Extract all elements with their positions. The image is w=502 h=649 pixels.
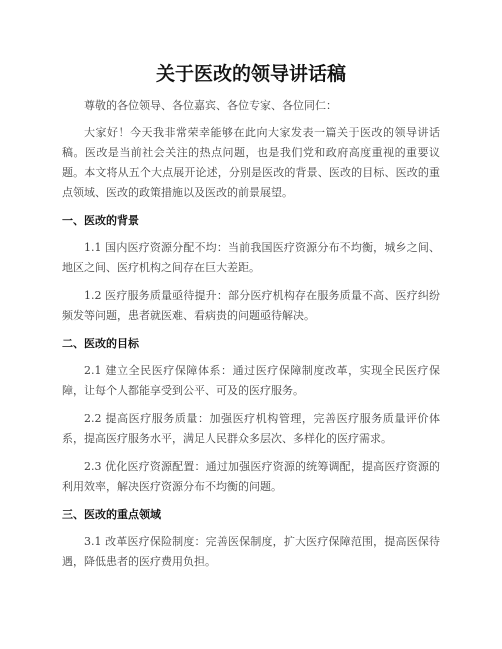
greeting-paragraph: 尊敬的各位领导、各位嘉宾、各位专家、各位同仁： (84, 99, 337, 112)
section-heading-background: 一、医改的背景 (62, 214, 139, 227)
paragraph-1-2: 1.2 医疗服务质量亟待提升：部分医疗机构存在服务质量不高、医疗纠纷频发等问题，患者就医难、看病贵的问题亟待解决。 (62, 289, 440, 322)
section-heading-key-areas: 三、医改的重点领域 (62, 508, 161, 521)
paragraph-2-2: 2.2 提高医疗服务质量：加强医疗机构管理，完善医疗服务质量评价体系，提高医疗服务水平，满足人民群众多层次、多样化的医疗需求。 (62, 412, 440, 445)
paragraph-2-3: 2.3 优化医疗资源配置：通过加强医疗资源的统筹调配，提高医疗资源的利用效率，解决医疗资源分布不均衡的问题。 (62, 460, 440, 493)
document-body (62, 96, 440, 580)
intro-paragraph: 大家好！今天我非常荣幸能够在此向大家发表一篇关于医改的领导讲话稿。医改是当前社会关注的热点问题，也是我们党和政府高度重视的重要议题。本文将从五个大点展开论述，分别是医改的背景、医改的目标、医改的重点领域、医改的政策措施以及医改的前景展望。 (62, 126, 440, 199)
document-title: 关于医改的领导讲话稿 (155, 63, 346, 85)
paragraph-1-1: 1.1 国内医疗资源分配不均：当前我国医疗资源分布不均衡，城乡之间、地区之间、医疗机构之间存在巨大差距。 (62, 241, 440, 274)
paragraph-2-1: 2.1 建立全民医疗保障体系：通过医疗保障制度改革，实现全民医疗保障，让每个人都能享受到公平、可及的医疗服务。 (62, 364, 440, 397)
section-heading-goals: 二、医改的目标 (62, 337, 139, 350)
paragraph-3-1: 3.1 改革医疗保险制度：完善医保制度，扩大医疗保障范围，提高医保待遇，降低患者的医疗费用负担。 (62, 535, 440, 568)
